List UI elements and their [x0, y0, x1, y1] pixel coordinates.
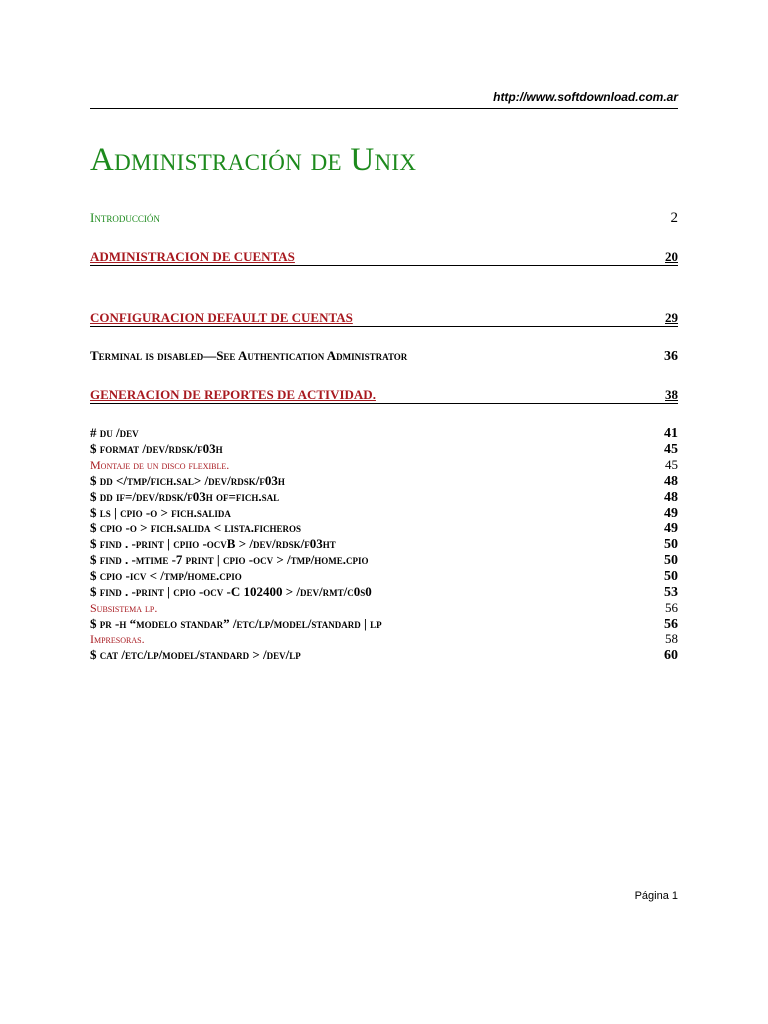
toc-entry-page: 49: [664, 521, 678, 536]
toc-entry-subsection[interactable]: [90, 631, 678, 647]
toc-entry-page: 50: [664, 537, 678, 552]
toc-entry-page: 49: [664, 506, 678, 521]
toc-entry-command[interactable]: [90, 552, 678, 569]
toc-entry-page: 2: [670, 210, 678, 226]
heading-rule: [90, 265, 678, 266]
toc-entry-label: $ find . -print | cpiio -ocvB > /dev/rdsk/f03ht: [90, 536, 336, 551]
toc-entry-page: 53: [664, 585, 678, 600]
toc-entry-page: 50: [664, 553, 678, 568]
toc-entry-label: Impresoras.: [90, 632, 145, 646]
toc-entry-label: CONFIGURACION DEFAULT DE CUENTAS: [90, 310, 353, 325]
toc-entry-label: Subsistema lp.: [90, 601, 158, 615]
toc-entry-label: Introducción: [90, 210, 160, 225]
toc-heading-cuentas[interactable]: [90, 249, 678, 265]
toc-entry-label: $ cpio -o > fich.salida < lista.ficheros: [90, 520, 302, 535]
toc-entry-label: $ dd </tmp/fich.sal> /dev/rdsk/f03h: [90, 473, 285, 488]
toc-entry-label: $ pr -h “modelo standar” /etc/lp/model/standard | lp: [90, 616, 382, 631]
toc-entry-command[interactable]: [90, 536, 678, 553]
toc-entry-page: 41: [664, 426, 678, 441]
toc-entry-label: # du /dev: [90, 425, 139, 440]
toc-entry-label: $ cpio -icv < /tmp/home.cpio: [90, 568, 242, 583]
document-title: Administración de Unix: [90, 142, 417, 178]
toc-entry-command[interactable]: [90, 425, 678, 442]
header-url: http://www.softdownload.com.ar: [493, 90, 678, 104]
toc-heading-reportes[interactable]: [90, 387, 678, 403]
toc-entry-introduccion[interactable]: [90, 210, 678, 227]
toc-entry-page: 58: [665, 631, 678, 646]
toc-entry-label: Montaje de un disco flexible.: [90, 458, 230, 472]
toc-entry-page: 38: [665, 387, 678, 402]
toc-entry-command[interactable]: [90, 568, 678, 585]
toc-entry-page: 48: [664, 490, 678, 505]
toc-entry-subsection[interactable]: [90, 600, 678, 616]
toc-entry-page: 50: [664, 569, 678, 584]
toc-entry-command[interactable]: [90, 489, 678, 506]
toc-entry-page: 48: [664, 474, 678, 489]
toc-entry-label: $ dd if=/dev/rdsk/f03h of=fich.sal: [90, 489, 280, 504]
toc-entry-page: 45: [665, 457, 678, 472]
toc-entry-command[interactable]: [90, 520, 678, 537]
toc-entry-command[interactable]: [90, 647, 678, 664]
toc-entry-page: 20: [665, 249, 678, 264]
heading-rule: [90, 403, 678, 404]
toc-entry-page: 36: [664, 349, 678, 364]
toc-entry-page: 56: [665, 600, 678, 615]
toc-entry-terminal[interactable]: [90, 348, 678, 365]
header-rule: [90, 108, 678, 109]
toc-entry-page: 60: [664, 648, 678, 663]
heading-rule: [90, 326, 678, 327]
toc-entry-subsection[interactable]: [90, 457, 678, 473]
toc-entry-command[interactable]: [90, 584, 678, 601]
toc-entry-label: GENERACION DE REPORTES DE ACTIVIDAD.: [90, 387, 376, 402]
toc-entry-label: $ ls | cpio -o > fich.salida: [90, 505, 231, 520]
toc-entry-label: $ find . -mtime -7 print | cpio -ocv > /tmp/home.cpio: [90, 552, 369, 567]
toc-entry-command[interactable]: [90, 441, 678, 458]
toc-heading-config[interactable]: [90, 310, 678, 326]
toc-entry-label: $ cat /etc/lp/model/standard > /dev/lp: [90, 647, 301, 662]
toc-entry-page: 29: [665, 310, 678, 325]
toc-entry-label: $ format /dev/rdsk/f03h: [90, 441, 223, 456]
toc-entry-page: 56: [664, 617, 678, 632]
toc-entry-label: $ find . -print | cpio -ocv -C 102400 > /dev/rmt/c0s0: [90, 584, 372, 599]
toc-entry-command[interactable]: [90, 473, 678, 490]
toc-entry-page: 45: [664, 442, 678, 457]
toc-entry-label: ADMINISTRACION DE CUENTAS: [90, 249, 295, 264]
page-number: Página 1: [634, 890, 678, 902]
toc-entry-label: Terminal is disabled—See Authentication Administrator: [90, 348, 408, 363]
